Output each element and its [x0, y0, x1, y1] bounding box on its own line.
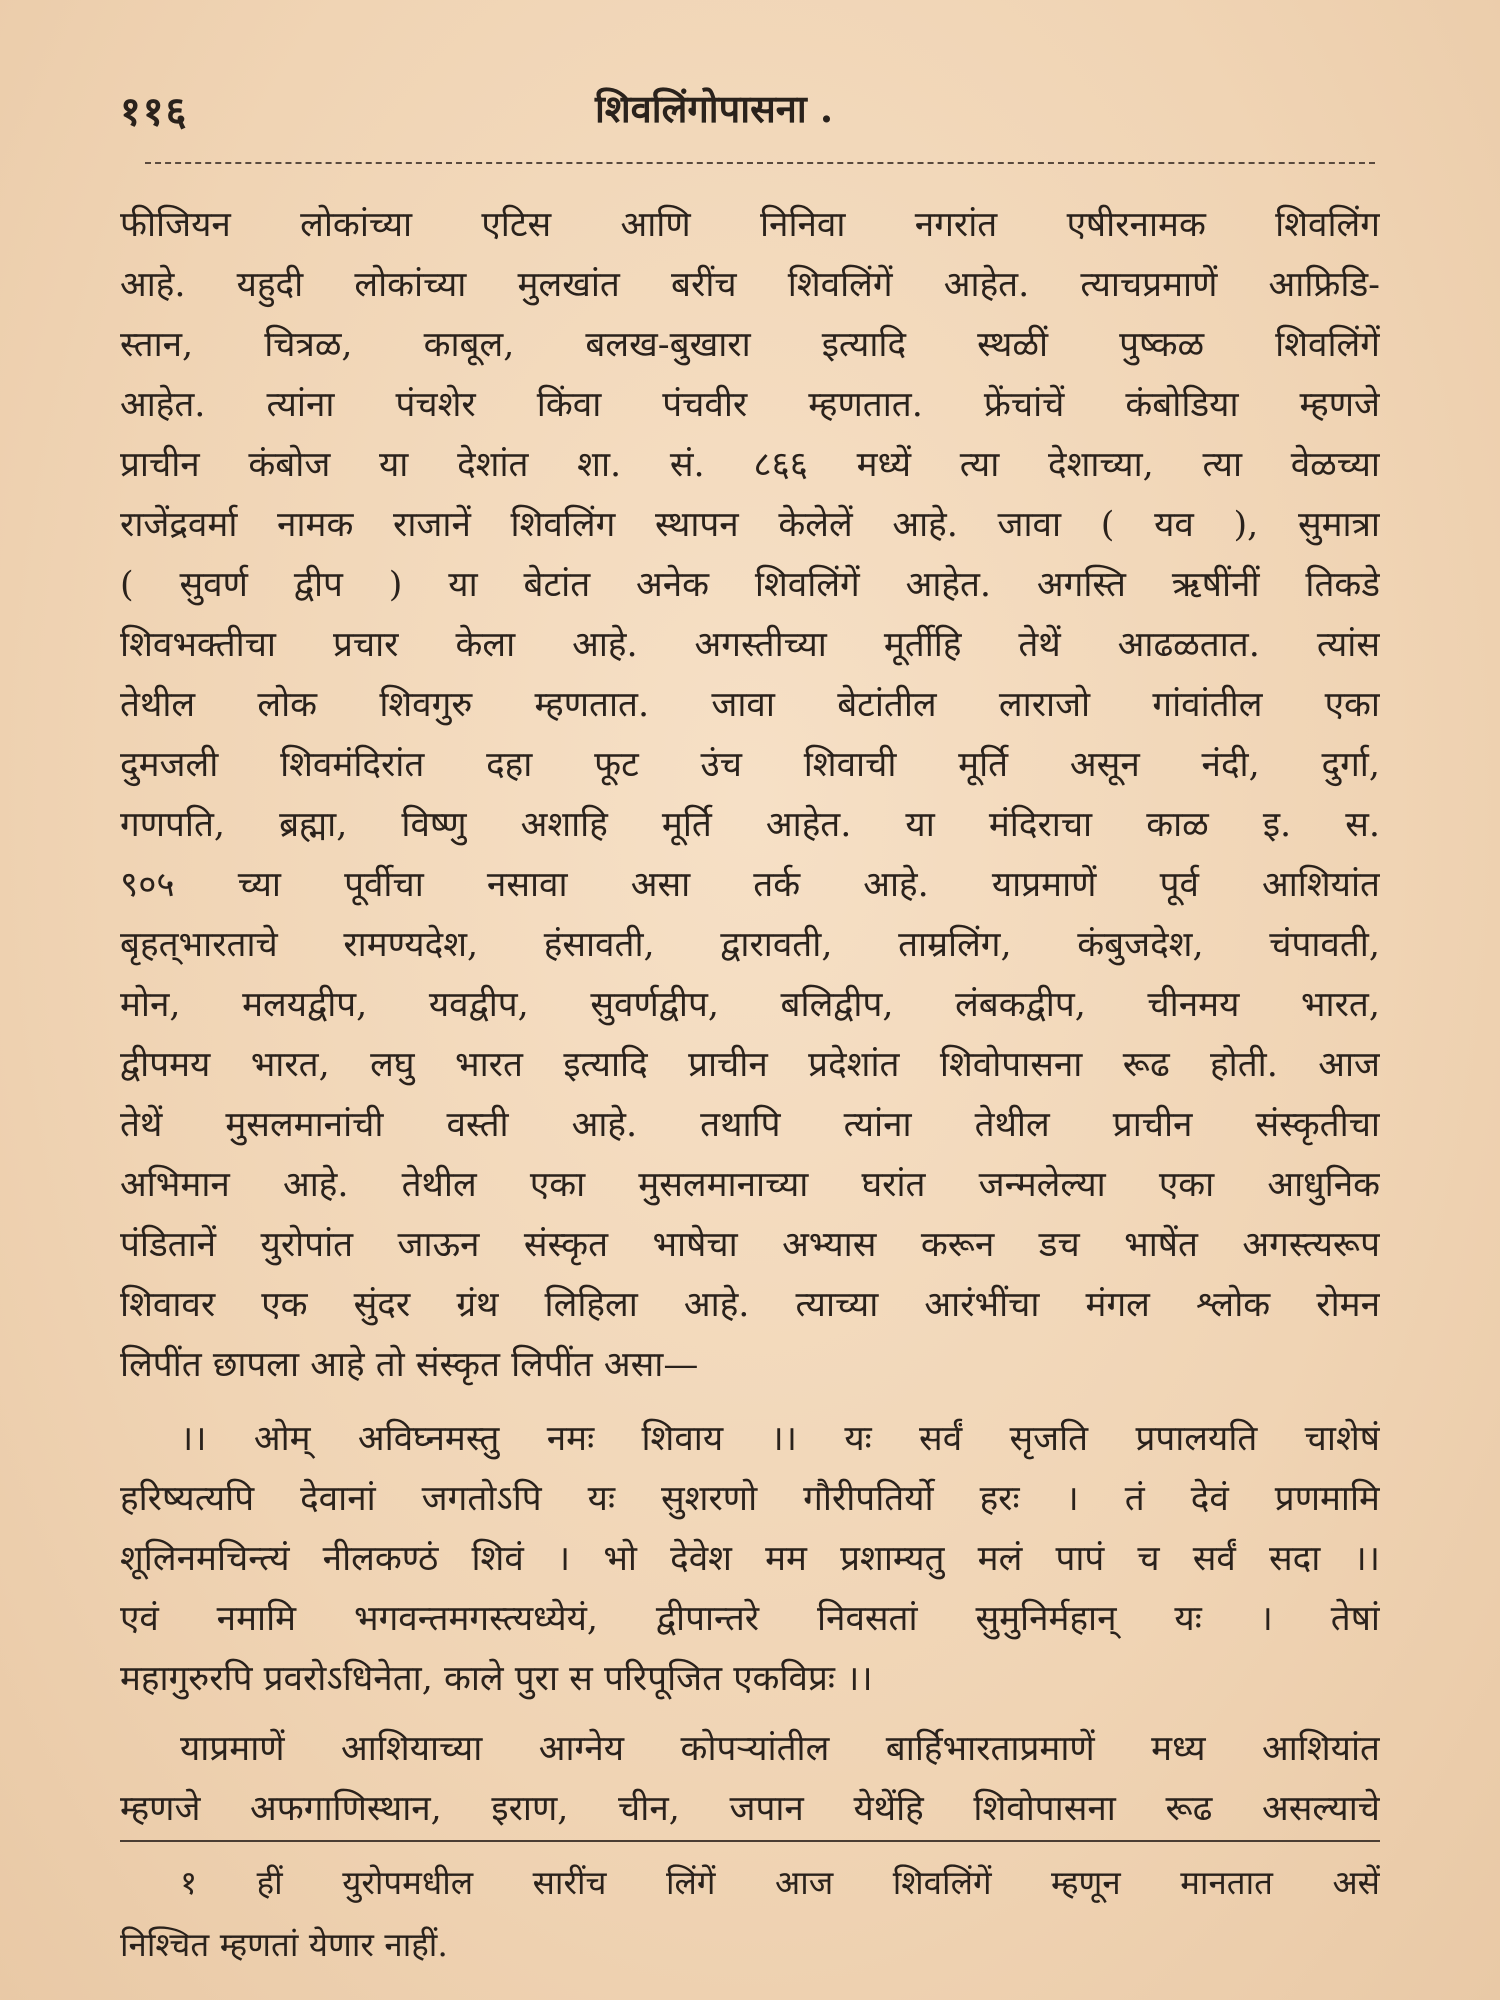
- page-header: [120, 82, 1380, 142]
- text-line: स्तान, चित्रळ, काबूल, बलख-बुखारा इत्यादि स्थळीं पुष्कळ शिवलिंगें: [120, 325, 1380, 365]
- text-line: याप्रमाणें आशियाच्या आग्नेय कोपऱ्यांतील बार्हिभारताप्रमाणें मध्य आशियांत: [180, 1729, 1380, 1769]
- text-line: फीजियन लोकांच्या एटिस आणि निनिवा नगरांत एषीरनामक शिवलिंग: [120, 205, 1380, 245]
- page-number: ११६: [120, 88, 189, 135]
- verse-line: एवं नमामि भगवन्तमगस्त्यध्येयं, द्वीपान्तरे निवसतां सुमुनिर्महान् यः । तेषां: [120, 1599, 1380, 1639]
- text-line: म्हणजे अफगाणिस्थान, इराण, चीन, जपान येथेंहि शिवोपासना रूढ असल्याचे: [120, 1789, 1380, 1829]
- text-line: ( सुवर्ण द्वीप ) या बेटांत अनेक शिवलिंगें आहेत. अगस्ति ऋषींनीं तिकडे: [120, 565, 1380, 605]
- text-line: राजेंद्रवर्मा नामक राजानें शिवलिंग स्थापन केलेलें आहे. जावा ( यव ), सुमात्रा: [120, 505, 1380, 545]
- body-text: [120, 195, 1380, 1839]
- text-line: द्वीपमय भारत, लघु भारत इत्यादि प्राचीन प्रदेशांत शिवोपासना रूढ होती. आज: [120, 1045, 1380, 1085]
- footnote-line: निश्चित म्हणतां येणार नाहीं.: [120, 1925, 448, 1964]
- text-line: शिवभक्तीचा प्रचार केला आहे. अगस्तीच्या मूर्तीहि तेथें आढळतात. त्यांस: [120, 625, 1380, 665]
- text-line: पंडितानें युरोपांत जाऊन संस्कृत भाषेचा अभ्यास करून डच भाषेंत अगस्त्यरूप: [120, 1225, 1380, 1265]
- footnote: [120, 1852, 1380, 1976]
- sanskrit-verse: [120, 1409, 1380, 1709]
- verse-line: शूलिनमचिन्त्यं नीलकण्ठं शिवं । भो देवेश मम प्रशाम्यतु मलं पापं च सर्वं सदा ।।: [120, 1539, 1380, 1579]
- footnote-divider: [120, 1840, 1380, 1842]
- text-line: गणपति, ब्रह्मा, विष्णु अशाहि मूर्ति आहेत. या मंदिराचा काळ इ. स.: [120, 805, 1380, 845]
- text-line: तेथें मुसलमानांची वस्ती आहे. तथापि त्यांना तेथील प्राचीन संस्कृतीचा: [120, 1105, 1380, 1145]
- paragraph-1: [120, 195, 1380, 1395]
- text-line: तेथील लोक शिवगुरु म्हणतात. जावा बेटांतील लाराजो गांवांतील एका: [120, 685, 1380, 725]
- text-line: दुमजली शिवमंदिरांत दहा फूट उंच शिवाची मूर्ति असून नंदी, दुर्गा,: [120, 745, 1380, 785]
- footnote-line: १ हीं युरोपमधील सारींच लिंगें आज शिवलिंगें म्हणून मानतात असें: [180, 1863, 1380, 1902]
- paragraph-2: [120, 1719, 1380, 1839]
- header-divider: [145, 162, 1375, 170]
- text-line: ९०५ च्या पूर्वीचा नसावा असा तर्क आहे. याप्रमाणें पूर्व आशियांत: [120, 865, 1380, 905]
- text-line: प्राचीन कंबोज या देशांत शा. सं. ८६६ मध्यें त्या देशाच्या, त्या वेळच्या: [120, 445, 1380, 485]
- text-line: अभिमान आहे. तेथील एका मुसलमानाच्या घरांत जन्मलेल्या एका आधुनिक: [120, 1165, 1380, 1205]
- text-line: आहेत. त्यांना पंचशेर किंवा पंचवीर म्हणतात. फ्रेंचांचें कंबोडिया म्हणजे: [120, 385, 1380, 425]
- text-line: शिवावर एक सुंदर ग्रंथ लिहिला आहे. त्याच्या आरंभींचा मंगल श्लोक रोमन: [120, 1285, 1380, 1325]
- text-line: मोन, मलयद्वीप, यवद्वीप, सुवर्णद्वीप, बलिद्वीप, लंबकद्वीप, चीनमय भारत,: [120, 985, 1380, 1025]
- text-line: लिपींत छापला आहे तो संस्कृत लिपींत असा—: [120, 1345, 699, 1385]
- verse-line: महागुरुरपि प्रवरोऽधिनेता, काले पुरा स परिपूजित एकविप्रः ।।: [120, 1659, 873, 1699]
- verse-line: हरिष्यत्यपि देवानां जगतोऽपि यः सुशरणो गौरीपतिर्यो हरः । तं देवं प्रणमामि: [120, 1479, 1380, 1519]
- verse-line: ।। ओम् अविघ्नमस्तु नमः शिवाय ।। यः सर्वं सृजति प्रपालयति चाशेषं: [180, 1419, 1380, 1459]
- running-title: शिवलिंगोपासना .: [595, 86, 834, 131]
- text-line: बृहत्‌भारताचे रामण्यदेश, हंसावती, द्वारावती, ताम्रलिंग, कंबुजदेश, चंपावती,: [120, 925, 1380, 965]
- text-line: आहे. यहुदी लोकांच्या मुलखांत बरींच शिवलिंगें आहेत. त्याचप्रमाणें आफ्रिडि-: [120, 265, 1380, 305]
